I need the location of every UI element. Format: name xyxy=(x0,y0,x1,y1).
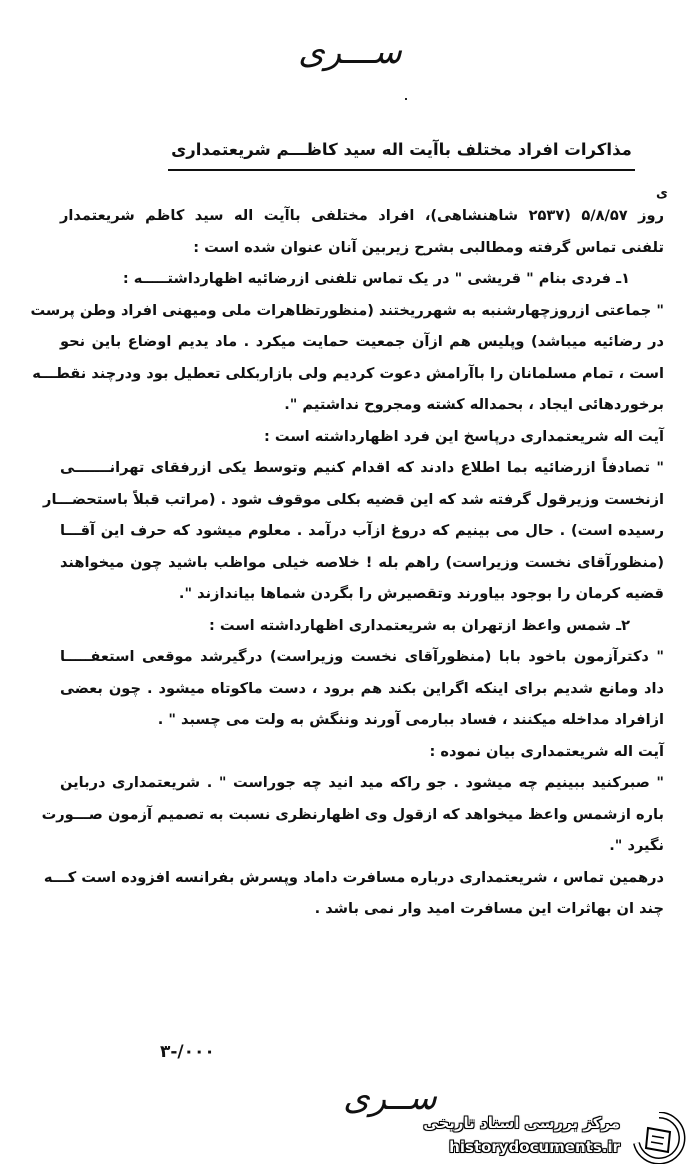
document-title: مذاکرات افراد مختلف باآیت اله سید کاظـــم شریعتمداری xyxy=(168,140,635,171)
watermark-title: مرکز بررسی اسناد تاریخی xyxy=(423,1114,620,1132)
body-line: رسیده است) . حال می بینیم که دروغ ازآب درآمد . معلوم میشود که حرف این آقـــا xyxy=(60,522,664,539)
body-line: داد ومانع شدیم برای اینکه اگراین بکند هم برود ، دست ماکوتاه میشود . چون بعضی xyxy=(60,679,664,697)
body-line: آیت اله شریعتمداری بیان نموده : xyxy=(429,742,664,760)
body-line: در رضائیه میباشد) وپلیس هم ازآن جمعیت حمایت میکرد . ماد یدیم اوضاع باین نحو xyxy=(60,333,664,350)
body-line: برخوردهائی ایجاد ، بحمداله کشته ومجروح نداشتیم ". xyxy=(284,396,664,413)
body-line: نگیرد ". xyxy=(609,837,664,854)
body-line: ۱ـ فردی بنام " قریشی " در یک تماس تلفنی ازرضائیه اظهارداشتـــــه : xyxy=(122,270,630,287)
reference-number: ۳-/۰۰۰ xyxy=(160,1042,215,1062)
historydocuments-logo-icon xyxy=(630,1112,688,1164)
body-line: " دکترآزمون باخود بابا (منظورآقای نخست وزیراست) درگیرشد موقعی استعفـــــا xyxy=(60,648,664,665)
body-line: ازنخست وزیرقول گرفته شد که این قضیه بکلی موقوف شود . (مراتب قبلاً باستحضـــار xyxy=(43,490,664,508)
body-line: " جماعتی ازروزچهارشنبه به شهرریختند (منظورتظاهرات ملی ومیهنی افراد وطن پرست xyxy=(30,301,664,319)
body-line: ۲ـ شمس واعظ ازتهران به شریعتمداری اظهارداشته است : xyxy=(208,616,630,634)
body-line: " تصادفاً ازرضائیه بما اطلاع دادند که اقدام کنیم وتوسط یکی ازرفقای تهرانـــــــی xyxy=(60,459,664,476)
body-line: قضیه کرمان را بوجود بیاورند وتقصیرش را بگردن شماها بیاندازند ". xyxy=(178,585,664,602)
body-line: درهمین تماس ، شریعتمداری درباره مسافرت داماد وپسرش بفرانسه افزوده است کـــه xyxy=(43,868,664,886)
classification-header: ســـری xyxy=(298,32,402,72)
body-line: " صبرکنید ببینیم چه میشود . جو راکه مید انید چه جوراست " . شریعتمداری درباین xyxy=(60,774,664,791)
body-line: آیت اله شریعتمداری درپاسخ این فرد اظهارداشته است : xyxy=(263,427,664,445)
classification-footer: ســری xyxy=(343,1078,437,1118)
body-line: (منظورآقای نخست وزیراست) راهم بله ! خلاصه خیلی مواظب باشید چون میخواهند xyxy=(60,553,664,571)
body-line: ازافراد مداخله میکنند ، فساد ببارمی آورند وننگش به ولت می چسبد " . xyxy=(157,711,664,728)
document-body xyxy=(30,206,664,931)
watermark xyxy=(410,1112,692,1164)
ink-dot xyxy=(405,98,407,100)
body-line: باره ازشمس واعظ میخواهد که ازقول وی اظهارنظری نسبت به تصمیم آزمون صـــورت xyxy=(41,805,664,823)
body-line: چند ان بهاثرات این مسافرت امید وار نمی باشد . xyxy=(314,900,664,917)
body-line: روز ۵/۸/۵۷ (۲۵۳۷ شاهنشاهی)، افراد مختلفی باآیت اله سید کاظم شریعتمدار xyxy=(60,207,664,224)
body-line: است ، تمام مسلمانان را باآرامش دعوت کردیم ولی بازاربکلی تعطیل بود ودرچند نقطـــه xyxy=(32,364,664,382)
margin-mark: ی xyxy=(656,186,668,201)
body-line: تلفنی تماس گرفته ومطالبی بشرح زیربین آنان عنوان شده است : xyxy=(193,238,664,256)
watermark-url: historydocuments.ir xyxy=(449,1138,620,1156)
